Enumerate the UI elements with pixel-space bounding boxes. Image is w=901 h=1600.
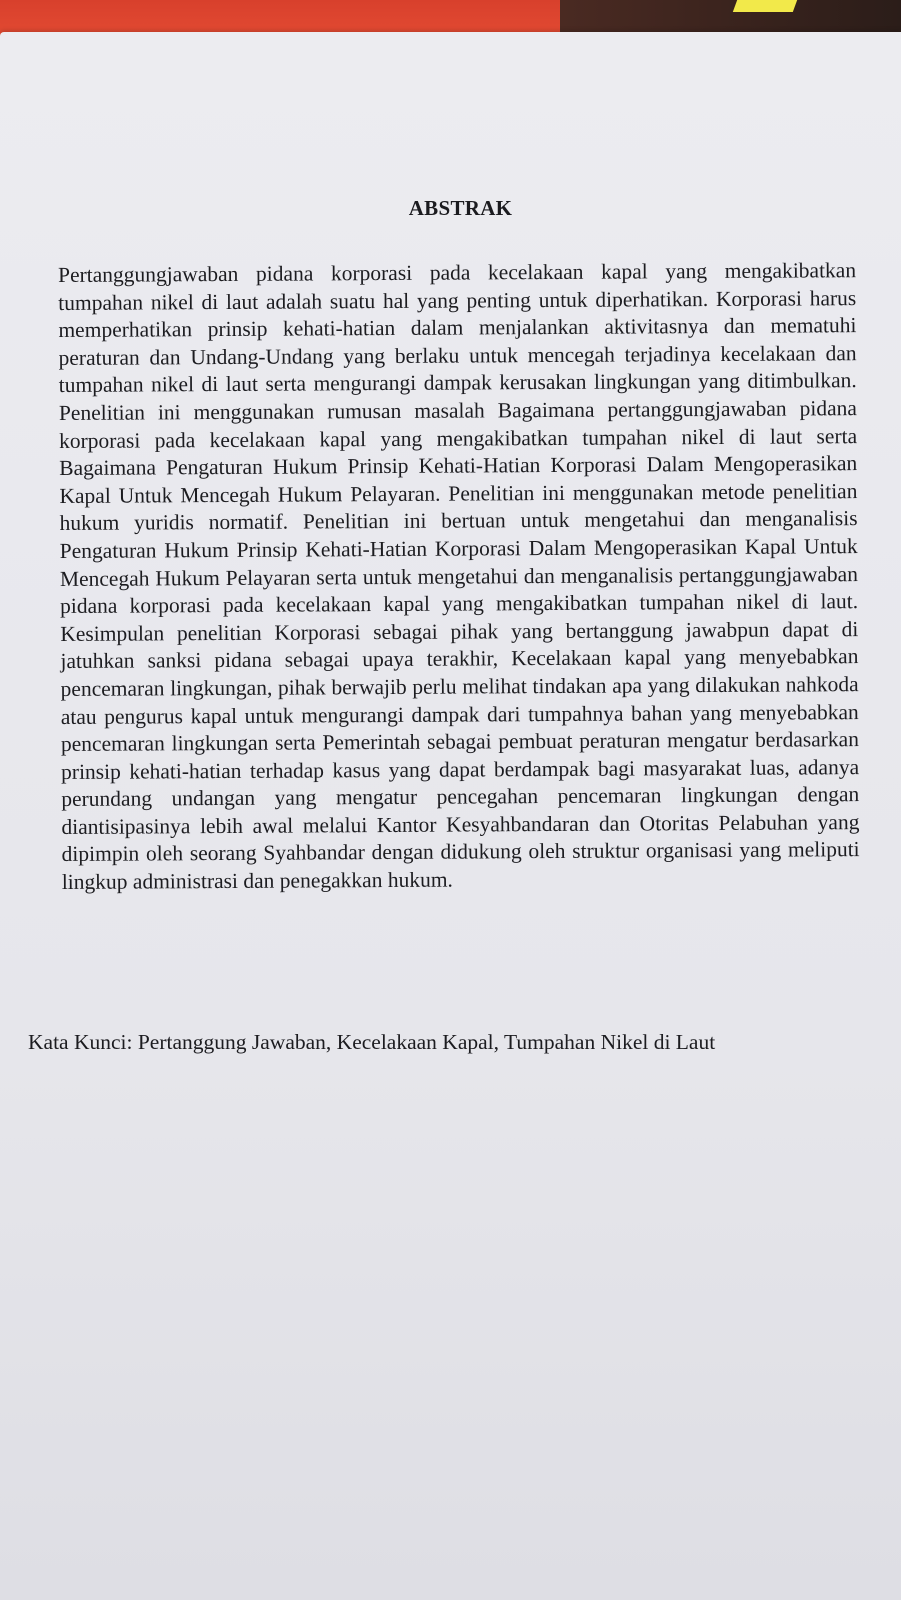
background-yellow-object (733, 0, 797, 12)
keywords-line: Kata Kunci: Pertanggung Jawaban, Kecelakaan Kapal, Tumpahan Nikel di Laut (28, 1030, 716, 1054)
abstract-heading: ABSTRAK (408, 196, 513, 220)
abstract-body: Pertanggungjawaban pidana korporasi pada kecelakaan kapal yang mengakibatkan tumpahan nikel di laut adalah suatu hal yang penting untuk diperhatikan. Korporasi harus memperhatikan prinsip kehati-hatian dalam menjalankan aktivitasnya dan mematuhi peraturan dan Undang-Undang yang berlaku untuk mencegah terjadinya kecelakaan dan tumpahan nikel di laut serta mengurangi dampak kerusakan lingkungan yang ditimbulkan. Penelitian ini menggunakan rumusan masalah Bagaimana pertanggungjawaban pidana korporasi pada kecelakaan kapal yang mengakibatkan tumpahan nikel di laut serta Bagaimana Pengaturan Hukum Prinsip Kehati-Hatian Korporasi Dalam Mengoperasikan Kapal Untuk Mencegah Hukum Pelayaran. Penelitian ini menggunakan metode penelitian hukum yuridis normatif. Penelitian ini bertuan untuk mengetahui dan menganalisis Pengaturan Hukum Prinsip Kehati-Hatian Korporasi Dalam Mengoperasikan Kapal Untuk Mencegah Hukum Pelayaran serta untuk mengetahui dan menganalisis pertanggungjawaban pidana korporasi pada kecelakaan kapal yang mengakibatkan tumpahan nikel di laut. Kesimpulan penelitian Korporasi sebagai pihak yang bertanggung jawabpun dapat di jatuhkan sanksi pidana sebagai upaya terakhir, Kecelakaan kapal yang menyebabkan pencemaran lingkungan, pihak berwajib perlu melihat tindakan apa yang dilakukan nahkoda atau pengurus kapal untuk mengurangi dampak dari tumpahnya bahan yang menyebabkan pencemaran lingkungan serta Pemerintah sebagai pembuat peraturan mengatur berdasarkan prinsip kehati-hatian terhadap kasus yang dapat berdampak bagi masyarakat luas, adanya perundang undangan yang mengatur pencegahan pencemaran lingkungan dengan diantisipasinya lebih awal melalui Kantor Kesyahbandaran dan Otoritas Pelabuhan yang dipimpin oleh seorang Syahbandar dengan didukung oleh struktur organisasi yang meliputi lingkup administrasi dan penegakkan hukum. (58, 258, 860, 895)
